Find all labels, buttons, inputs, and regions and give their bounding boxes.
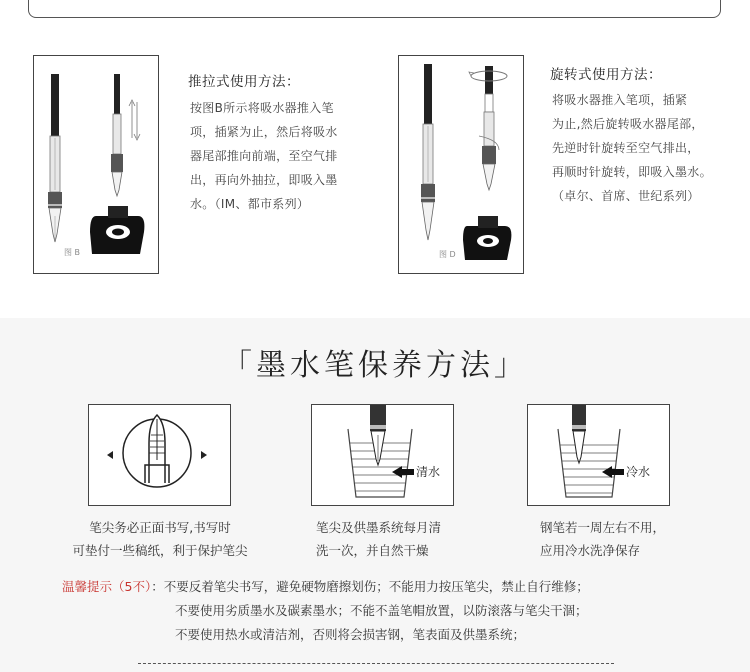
cold-water-label: 冷水: [626, 465, 651, 479]
rotate-converter-illustration: [399, 56, 522, 272]
clean-water-figure: [311, 404, 454, 506]
push-method-description: [190, 96, 338, 216]
push-converter-illustration: [34, 56, 157, 272]
cold-water-line: 应用冷水洗净保存: [540, 543, 641, 558]
rotate-method-figure: [398, 55, 524, 274]
cold-water-line: 钢笔若一周左右不用，: [540, 520, 666, 535]
push-method-figure: [33, 55, 159, 274]
pointer-arrow-icon: [392, 466, 414, 478]
cold-water-figure: [527, 404, 670, 506]
clean-water-caption: [316, 516, 441, 562]
rotate-method-title: 旋转式使用方法：: [550, 67, 662, 83]
nib-front-icon: [89, 405, 229, 504]
care-section-title: 「墨水笔保养方法」: [222, 348, 528, 383]
clean-water-label: 清水: [416, 465, 441, 479]
warm-tips: [62, 575, 589, 647]
cold-water-caption: [540, 516, 665, 562]
arrow-right-icon: [201, 451, 207, 459]
top-frame-border: [28, 0, 721, 18]
clean-water-line: 笔尖及供墨系统每月清: [316, 520, 442, 535]
rotate-method-line: 为止,然后旋转吸水器尾部，: [552, 117, 704, 131]
bottom-dashed-divider: [138, 663, 614, 664]
nib-care-line: 笔尖务必正面书写,书写时: [89, 520, 231, 535]
nib-care-line: 可垫付一些稿纸，利于保护笔尖: [72, 543, 248, 558]
nib-care-caption: [65, 516, 255, 562]
tips-separator: ：: [151, 579, 164, 594]
pen-care-section: [0, 318, 750, 672]
figure-d-label: 图 D: [439, 250, 456, 259]
tip-line: 不要使用热水或清洁剂，否则将会损害钢，笔表面及供墨系统；: [175, 627, 526, 642]
tip-text: 不要反着笔尖书写，避免硬物磨擦划伤；不能用力按压笔尖，禁止自行维修；: [163, 579, 589, 594]
figure-b-label: 图 B: [64, 248, 81, 257]
push-method-line: 器尾部推向前端，至空气排: [190, 149, 338, 163]
push-method-line: 出，再向外抽拉，即吸入墨: [190, 173, 338, 187]
rotate-method-line: 先逆时针旋转至空气排出，: [552, 141, 700, 155]
rotate-method-line: 再顺时针旋转，即吸入墨水。: [552, 165, 712, 179]
pointer-arrow-icon: [602, 466, 624, 478]
cold-water-glass-icon: [528, 405, 668, 504]
water-glass-icon: [312, 405, 452, 504]
nib-direction-figure: [88, 404, 231, 506]
clean-water-line: 洗一次，并自然干燥: [316, 543, 429, 558]
push-method-line: 项，插紧为止，然后将吸水: [190, 125, 338, 139]
rotate-method-line: 将吸水器推入笔项，插紧: [552, 93, 688, 107]
arrow-left-icon: [107, 451, 113, 459]
tip-line: 不要使用劣质墨水及碳素墨水；不能不盖笔帽放置，以防滚落与笔尖干涸；: [175, 603, 588, 618]
rotate-method-line: （卓尔、首席、世纪系列）: [552, 189, 700, 203]
push-method-title: 推拉式使用方法：: [188, 74, 300, 90]
tip-line: [62, 575, 589, 599]
usage-methods-section: [0, 0, 750, 318]
push-method-line: 水。（IM、都市系列）: [190, 197, 310, 211]
tips-label: 温馨提示（5不）: [62, 579, 152, 594]
rotate-method-description: [552, 88, 712, 208]
push-method-line: 按图B所示将吸水器推入笔: [190, 101, 334, 115]
